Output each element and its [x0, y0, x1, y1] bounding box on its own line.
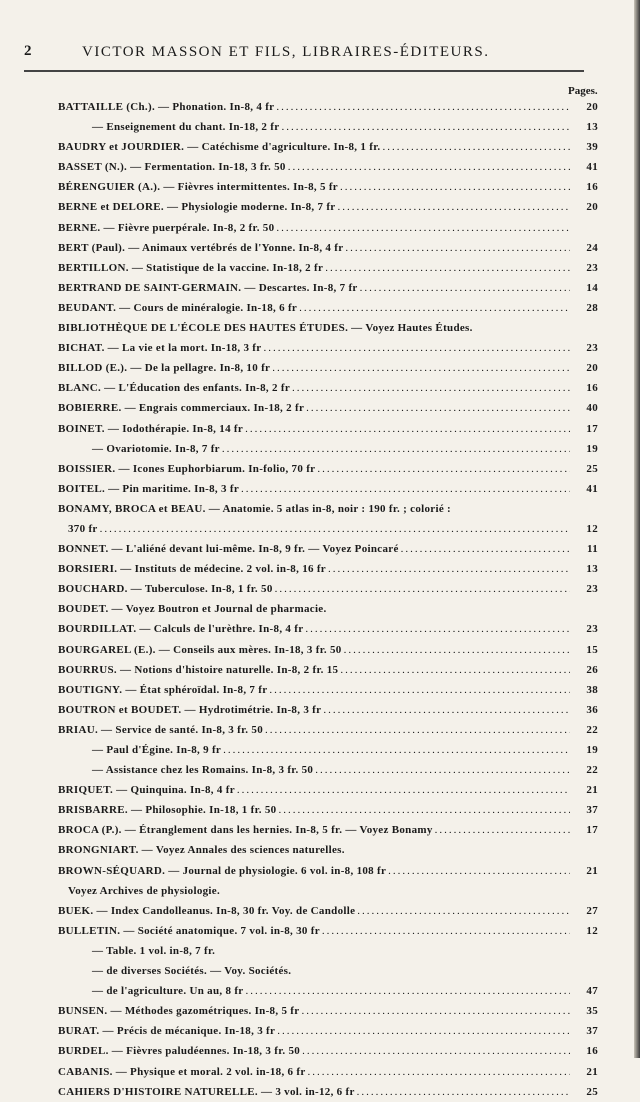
- dot-leader: [222, 439, 570, 459]
- entry-page-number: 19: [586, 442, 598, 455]
- catalog-entry: [58, 97, 598, 117]
- catalog-entry: [58, 840, 598, 860]
- dot-leader: [308, 1062, 570, 1082]
- dot-leader: [281, 117, 570, 137]
- entry-text: BEUDANT. — Cours de minéralogie. In-18, 6 fr: [58, 301, 298, 314]
- dot-leader: [269, 680, 570, 700]
- entry-text: BLANC. — L'Éducation des enfants. In-8, 2 fr: [58, 382, 291, 395]
- entry-page-number: 36: [586, 703, 598, 716]
- page-number: 2: [24, 43, 32, 59]
- entry-text: BUNSEN. — Méthodes gazométriques. In-8, 5 fr: [58, 1005, 300, 1018]
- entry-text: BERTILLON. — Statistique de la vaccine. In-18, 2 fr: [58, 261, 324, 274]
- dot-leader: [323, 700, 570, 720]
- dot-leader: [337, 197, 570, 217]
- dot-leader: [360, 278, 570, 298]
- catalog-entry: [58, 780, 598, 800]
- dot-leader: [223, 740, 570, 760]
- entry-text: BAUDRY et JOURDIER. — Catéchisme d'agriculture. In-8, 1 fr.: [58, 141, 381, 154]
- entry-text: BOITEL. — Pin maritime. In-8, 3 fr: [58, 482, 240, 495]
- dot-leader: [265, 720, 570, 740]
- dot-leader: [340, 660, 570, 680]
- entry-page-number: 14: [586, 281, 598, 294]
- entry-page-number: 37: [586, 804, 598, 817]
- entry-page-number: 19: [586, 744, 598, 756]
- entry-page-number: 38: [586, 683, 598, 696]
- catalog-entry: [58, 238, 598, 258]
- catalog-entry: [58, 1062, 598, 1082]
- entry-page-number: 26: [586, 663, 598, 676]
- entry-text: BROCA (P.). — Étranglement dans les hernies. In-8, 5 fr. — Voyez Bonamy: [58, 824, 433, 837]
- catalog-entry: [58, 157, 598, 177]
- entry-page-number: 24: [586, 241, 598, 254]
- catalog-entry: [58, 117, 598, 137]
- entry-text: BURAT. — Précis de mécanique. In-18, 3 fr: [58, 1025, 276, 1038]
- entry-text: BRONGNIART. — Voyez Annales des sciences naturelles.: [58, 844, 345, 857]
- catalog-entry: [58, 720, 598, 740]
- catalog-entry: [58, 700, 598, 720]
- entry-page-number: 16: [586, 1045, 598, 1058]
- entry-text: BILLOD (E.). — De la pellagre. In-8, 10 fr: [58, 362, 271, 375]
- entry-page-number: 37: [586, 1025, 598, 1038]
- catalog-entry: [58, 358, 598, 378]
- dot-leader: [276, 218, 570, 238]
- entry-text: BORSIERI. — Instituts de médecine. 2 vol. in-8, 16 fr: [58, 563, 326, 576]
- entry-page-number: 21: [586, 784, 598, 797]
- dot-leader: [245, 981, 570, 1001]
- dot-leader: [301, 1001, 570, 1021]
- catalog-entry: [58, 459, 598, 479]
- entry-text: BONNET. — L'aliéné devant lui-même. In-8, 9 fr. — Voyez Poincaré: [58, 543, 399, 556]
- entry-page-number: 20: [586, 201, 598, 214]
- catalog-entry: [58, 378, 598, 398]
- entry-page-number: 40: [586, 402, 598, 415]
- dot-leader: [435, 820, 570, 840]
- entry-text: BOURRUS. — Notions d'histoire naturelle. In-8, 2 fr. 15: [58, 663, 339, 676]
- catalog-entry: [58, 499, 598, 519]
- entry-text: BRIAU. — Service de santé. In-8, 3 fr. 50: [58, 723, 263, 736]
- entry-page-number: 25: [586, 462, 598, 475]
- dot-leader: [292, 378, 570, 398]
- entry-text: Voyez Archives de physiologie.: [68, 884, 221, 897]
- dot-leader: [263, 338, 570, 358]
- entry-text: — Ovariotomie. In-8, 7 fr: [92, 442, 220, 455]
- catalog-entry: [58, 559, 598, 579]
- page-header: [24, 41, 584, 65]
- catalog-entry: [58, 861, 598, 881]
- catalog-entry: [58, 619, 598, 639]
- page-edge-shadow: [634, 0, 640, 1058]
- catalog-entry: [58, 218, 598, 238]
- entry-text: BASSET (N.). — Fermentation. In-18, 3 fr. 50: [58, 161, 286, 174]
- entry-page-number: 41: [586, 482, 598, 495]
- entry-text: BOUDET. — Voyez Boutron et Journal de pharmacie.: [58, 603, 327, 616]
- dot-leader: [272, 358, 570, 378]
- entry-page-number: 39: [586, 141, 598, 154]
- entry-page-number: 21: [586, 1065, 598, 1078]
- catalog-entry: [58, 439, 598, 459]
- header-rule: [24, 70, 584, 72]
- entry-text: BOINET. — Iodothérapie. In-8, 14 fr: [58, 422, 244, 435]
- dot-leader: [344, 640, 570, 660]
- dot-leader: [302, 1041, 570, 1061]
- catalog-entry: [58, 197, 598, 217]
- dot-leader: [388, 861, 570, 881]
- entry-page-number: 22: [586, 723, 598, 736]
- entry-text: BERNE. — Fièvre puerpérale. In-8, 2 fr. 50: [58, 221, 275, 234]
- entry-text: BERT (Paul). — Animaux vertébrés de l'Yonne. In-8, 4 fr: [58, 241, 344, 254]
- entry-text: — de l'agriculture. Un au, 8 fr: [92, 985, 244, 998]
- entry-page-number: 17: [586, 422, 598, 435]
- dot-leader: [317, 459, 570, 479]
- catalog-entry: [58, 519, 598, 539]
- catalog-entry: [58, 961, 598, 981]
- dot-leader: [237, 780, 570, 800]
- page-title: VICTOR MASSON ET FILS, LIBRAIRES-ÉDITEURS.: [82, 44, 490, 60]
- entry-text: — Paul d'Égine. In-8, 9 fr: [92, 744, 222, 756]
- catalog-entry: [58, 820, 598, 840]
- dot-leader: [328, 559, 570, 579]
- catalog-entry: [58, 479, 598, 499]
- entry-page-number: 25: [586, 1085, 598, 1098]
- entry-page-number: 16: [586, 382, 598, 395]
- entry-page-number: 22: [586, 764, 598, 777]
- catalog-entry: [58, 740, 598, 760]
- entry-text: BOURGAREL (E.). — Conseils aux mères. In-18, 3 fr. 50: [58, 643, 342, 656]
- dot-leader: [340, 177, 570, 197]
- dot-leader: [345, 238, 570, 258]
- dot-leader: [299, 298, 570, 318]
- dot-leader: [288, 157, 570, 177]
- entry-text: BATTAILLE (Ch.). — Phonation. In-8, 4 fr: [58, 101, 275, 113]
- entry-text: 370 fr: [68, 522, 98, 535]
- entry-page-number: 21: [586, 864, 598, 877]
- dot-leader: [245, 419, 570, 439]
- entry-text: BOISSIER. — Icones Euphorbiarum. In-folio, 70 fr: [58, 462, 316, 475]
- catalog-entry: [58, 338, 598, 358]
- catalog-entry: [58, 177, 598, 197]
- catalog-entry: [58, 278, 598, 298]
- entry-page-number: 41: [586, 161, 598, 174]
- entry-text: BOUTIGNY. — État sphéroïdal. In-8, 7 fr: [58, 683, 268, 696]
- entry-text: BÉRENGUIER (A.). — Fièvres intermittentes. In-8, 5 fr: [58, 181, 338, 194]
- catalog-entry: [58, 599, 598, 619]
- entry-page-number: 12: [586, 924, 598, 937]
- entry-text: BOUCHARD. — Tuberculose. In-8, 1 fr. 50: [58, 583, 273, 596]
- catalog-entry: [58, 1021, 598, 1041]
- catalog-entry: [58, 901, 598, 921]
- catalog-entry: [58, 760, 598, 780]
- dot-leader: [279, 800, 571, 820]
- pages-column-label: Pages.: [568, 85, 598, 97]
- catalog-entry: [58, 941, 598, 961]
- catalog-entry: [58, 1001, 598, 1021]
- entry-page-number: 23: [586, 342, 598, 355]
- entry-text: BOUTRON et BOUDET. — Hydrotimétrie. In-8, 3 fr: [58, 703, 322, 716]
- entry-page-number: 13: [586, 563, 598, 576]
- catalog-entry: [58, 298, 598, 318]
- entry-text: BOURDILLAT. — Calculs de l'urèthre. In-8, 4 fr: [58, 623, 304, 636]
- dot-leader: [275, 579, 570, 599]
- entry-page-number: 11: [587, 543, 598, 556]
- catalog-entry: [58, 881, 598, 901]
- catalog-entry: [58, 398, 598, 418]
- entry-text: BONAMY, BROCA et BEAU. — Anatomie. 5 atlas in-8, noir : 190 fr. ; colorié :: [58, 502, 452, 515]
- dot-leader: [315, 760, 570, 780]
- entry-text: BROWN-SÉQUARD. — Journal de physiologie. 6 vol. in-8, 108 fr: [58, 864, 387, 877]
- catalog-entry: [58, 921, 598, 941]
- entry-page-number: 13: [586, 121, 598, 134]
- entry-text: — de diverses Sociétés. — Voy. Sociétés.: [92, 965, 292, 978]
- catalog-entry: [58, 579, 598, 599]
- catalog-entry: [58, 1082, 598, 1102]
- entry-text: BERNE et DELORE. — Physiologie moderne. In-8, 7 fr: [58, 201, 336, 214]
- entry-page-number: 12: [586, 522, 598, 535]
- catalog-entry: [58, 981, 598, 1001]
- dot-leader: [357, 901, 570, 921]
- catalog-entry: [58, 318, 598, 338]
- dot-leader: [241, 479, 570, 499]
- entry-text: BOBIERRE. — Engrais commerciaux. In-18, 2 fr: [58, 402, 305, 415]
- catalog-entry: [58, 258, 598, 278]
- dot-leader: [306, 398, 570, 418]
- catalog-entry: [58, 539, 598, 559]
- catalog-entry: [58, 660, 598, 680]
- entry-text: — Assistance chez les Romains. In-8, 3 fr. 50: [92, 764, 314, 777]
- entry-page-number: 17: [586, 824, 598, 837]
- dot-leader: [305, 619, 570, 639]
- dot-leader: [382, 137, 570, 157]
- entry-page-number: 47: [586, 985, 598, 998]
- dot-leader: [401, 539, 570, 559]
- dot-leader: [357, 1082, 570, 1102]
- entry-text: BULLETIN. — Société anatomique. 7 vol. in-8, 30 fr: [58, 924, 320, 937]
- dot-leader: [100, 519, 570, 539]
- catalog-entry: [58, 800, 598, 820]
- entry-page-number: 15: [586, 643, 598, 656]
- catalog-entry: [58, 137, 598, 157]
- entry-page-number: 23: [586, 623, 598, 636]
- entry-text: BERTRAND DE SAINT-GERMAIN. — Descartes. In-8, 7 fr: [58, 281, 358, 294]
- entry-page-number: 28: [586, 301, 598, 314]
- entry-text: BURDEL. — Fièvres paludéennes. In-18, 3 fr. 50: [58, 1045, 301, 1058]
- entry-text: CABANIS. — Physique et moral. 2 vol. in-18, 6 fr: [58, 1065, 306, 1078]
- entry-page-number: 16: [586, 181, 598, 194]
- entry-page-number: 20: [586, 362, 598, 375]
- catalog-entry: [58, 640, 598, 660]
- catalog-entry: [58, 419, 598, 439]
- entry-page-number: 27: [586, 904, 598, 917]
- entry-page-number: 35: [586, 1005, 598, 1018]
- dot-leader: [325, 258, 570, 278]
- entry-text: BRIQUET. — Quinquina. In-8, 4 fr: [58, 784, 235, 797]
- entry-text: — Enseignement du chant. In-18, 2 fr: [92, 121, 280, 134]
- entry-page-number: 23: [586, 261, 598, 274]
- entry-text: — Table. 1 vol. in-8, 7 fr.: [92, 944, 216, 957]
- catalog-entries: [58, 97, 598, 1102]
- entry-text: CAHIERS D'HISTOIRE NATURELLE. — 3 vol. in-12, 6 fr: [58, 1085, 355, 1098]
- dot-leader: [276, 97, 570, 117]
- entry-text: BUEK. — Index Candolleanus. In-8, 30 fr. Voy. de Candolle: [58, 904, 356, 917]
- dot-leader: [277, 1021, 570, 1041]
- entry-page-number: 23: [586, 583, 598, 596]
- entry-page-number: 20: [586, 101, 598, 113]
- dot-leader: [322, 921, 570, 941]
- entry-text: BRISBARRE. — Philosophie. In-18, 1 fr. 50: [58, 804, 277, 817]
- entry-text: BICHAT. — La vie et la mort. In-18, 3 fr: [58, 342, 262, 355]
- catalog-entry: [58, 680, 598, 700]
- catalog-entry: [58, 1041, 598, 1061]
- entry-text: BIBLIOTHÈQUE DE L'ÉCOLE DES HAUTES ÉTUDES. — Voyez Hautes Études.: [58, 322, 473, 335]
- entry-page-number: [572, 218, 598, 238]
